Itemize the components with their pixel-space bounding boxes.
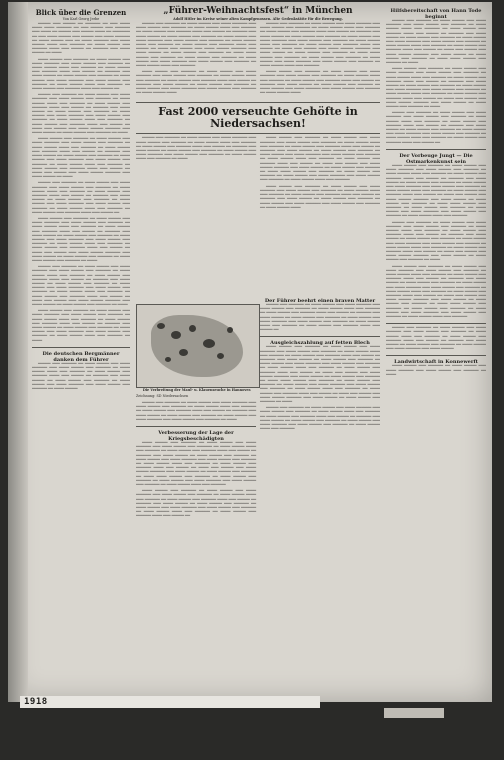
map-caption: Die Verbreitung der Maul- u. Klauenseuche in Hannover. [142, 388, 252, 392]
kriegsbeschaedigte-body: ▔▔▔▔ ▔▔▔▔▔ ▔▔▔ ▔▔▔▔▔▔ ▔▔ ▔▔▔▔ ▔▔▔▔▔ ▔▔▔ ▔▔▔▔ ▔▔▔▔▔▔ ▔▔▔ ▔▔▔▔ ▔▔▔▔▔ ▔▔▔ ▔▔▔▔▔▔ ▔▔ ▔▔▔▔ ▔▔▔▔▔ ▔▔▔▔ ▔▔▔ ▔▔▔▔▔▔ ▔▔ ▔▔▔▔ ▔▔▔▔▔ ▔▔▔ ▔▔▔▔▔▔ ▔▔▔▔ ▔▔▔ ▔▔▔▔▔ ▔▔ ▔▔▔▔▔▔ ▔▔▔ ▔▔▔▔ ▔▔▔▔▔ ▔▔ ▔▔▔▔ ▔▔▔▔▔ ▔▔▔ ▔▔▔▔▔▔ ▔▔ ▔▔▔▔ ▔▔▔▔▔ ▔▔▔ ▔▔▔▔ ▔▔▔▔▔▔ ▔▔▔ ▔▔▔▔ ▔▔▔▔▔ ▔▔▔ ▔▔▔▔▔▔ ▔▔ ▔▔▔▔ ▔▔▔▔▔ ▔▔▔▔ ▔▔▔ ▔▔▔▔▔▔ ▔▔ ▔▔▔▔ ▔▔▔▔▔ ▔▔▔ ▔▔▔▔▔▔ ▔▔▔▔ ▔▔▔ ▔▔▔▔▔ ▔▔ ▔▔▔▔ ▔▔▔ ▔▔▔▔▔ ▔▔▔ ▔▔▔▔ ▔▔▔▔▔ ▔▔▔▔▔▔ ▔▔▔ ▔▔▔▔ ▔▔▔▔▔ ▔▔ ▔▔▔▔ ▔▔▔▔▔ ▔▔▔ ▔▔▔▔▔▔ ▔▔ ▔▔▔▔ ▔▔▔▔ ▔▔▔▔▔ ▔▔▔ ▔▔▔▔▔▔ ▔▔ ▔▔▔▔ ▔▔▔▔▔ ▔▔▔ ▔▔▔▔▔▔ ▔▔ ▔▔▔▔ ▔▔▔▔▔ ▔▔▔ ▔▔▔▔ ▔▔▔▔▔▔ ▔▔▔ ▔▔▔▔ ▔▔▔▔▔ ▔▔▔ ▔▔▔▔▔▔ ▔▔ ▔▔▔▔ ▔▔▔▔▔ ▔▔▔▔ ▔▔▔ ▔▔▔▔▔▔ ▔▔▔▔ ▔▔▔▔▔ ▔▔▔ ▔▔▔▔▔▔ ▔▔ ▔▔▔▔ ▔▔▔▔▔ ▔▔▔ ▔▔▔▔ ▔▔▔▔▔▔ ▔▔▔ ▔▔▔▔ ▔▔▔▔▔ ▔▔▔ ▔▔▔▔▔▔ ▔▔ ▔▔▔▔ ▔▔▔▔▔ ▔▔▔▔ ▔▔▔ ▔▔▔▔▔▔ ▔▔ ▔▔▔▔ ▔▔▔▔▔ ▔▔▔ ▔▔▔▔▔▔ ▔▔▔▔ ▔▔▔ ▔▔▔▔▔ ▔▔ ▔▔▔▔▔▔ ▔▔▔ ▔▔▔▔ ▔▔▔▔▔ ▔▔ ▔▔▔▔ ▔▔▔▔▔ ▔▔▔ ▔▔▔▔▔▔ ▔▔ ▔▔▔▔ ▔▔▔▔▔ ▔▔▔ ▔▔▔▔ ▔▔▔▔▔▔ ▔▔▔ ▔▔▔▔ ▔▔▔▔▔ ▔▔▔ ▔▔▔▔▔▔ ▔▔ ▔▔▔▔ ▔▔▔▔▔ ▔▔▔▔ ▔▔▔ ▔▔▔▔▔▔ ▔▔ ▔▔▔▔ ▔▔▔▔▔ ▔▔▔ ▔▔▔▔▔▔ ▔▔▔▔ ▔▔▔ ▔▔▔▔▔ ▔▔ [136, 442, 256, 520]
weihnachtsfest-body-right: ▔▔▔▔▔ ▔▔▔ ▔▔▔▔▔▔ ▔▔ ▔▔▔▔ ▔▔▔▔▔ ▔▔▔ ▔▔▔▔ ▔▔▔▔▔▔ ▔▔▔ ▔▔▔▔ ▔▔▔▔▔ ▔▔▔ ▔▔▔▔▔▔ ▔▔ ▔▔▔▔ ▔▔▔▔▔ ▔▔▔▔ ▔▔▔ ▔▔▔▔▔▔ ▔▔ ▔▔▔▔ ▔▔▔▔▔ ▔▔▔ ▔▔▔▔▔▔ ▔▔▔▔ ▔▔▔ ▔▔▔▔▔ ▔▔ ▔▔▔▔▔▔ ▔▔▔ ▔▔▔▔ ▔▔▔▔▔ ▔▔ ▔▔▔▔ ▔▔▔▔▔ ▔▔▔ ▔▔▔▔▔▔ ▔▔ ▔▔▔▔ ▔▔▔▔▔ ▔▔▔ ▔▔▔▔ ▔▔▔▔▔▔ ▔▔▔ ▔▔▔▔ ▔▔▔▔▔ ▔▔▔ ▔▔▔▔▔▔ ▔▔ ▔▔▔▔ ▔▔▔▔▔ ▔▔▔▔ ▔▔▔ ▔▔▔▔▔▔ ▔▔ ▔▔▔▔ ▔▔▔▔▔ ▔▔▔ ▔▔▔▔▔▔ ▔▔▔▔ ▔▔▔ ▔▔▔▔▔ ▔▔ ▔▔▔▔ ▔▔▔ ▔▔▔▔▔ ▔▔▔ ▔▔▔▔ ▔▔▔▔▔ ▔▔▔▔▔▔ ▔▔▔ ▔▔▔▔ ▔▔▔▔▔ ▔▔ ▔▔▔▔ ▔▔▔▔▔ ▔▔▔ ▔▔▔▔▔▔ ▔▔ ▔▔▔▔ ▔▔▔▔ ▔▔▔▔▔ ▔▔▔ ▔▔▔▔▔▔ ▔▔ ▔▔▔▔ ▔▔▔▔▔ ▔▔▔ ▔▔▔▔▔▔ ▔▔ ▔▔▔▔ ▔▔▔▔▔ ▔▔▔ ▔▔▔▔ ▔▔▔▔▔▔ ▔▔▔ ▔▔▔▔ ▔▔▔▔▔ ▔▔▔ ▔▔▔▔▔▔ ▔▔ ▔▔▔▔ ▔▔▔▔▔ ▔▔▔▔ ▔▔▔ ▔▔▔▔▔▔ ▔▔▔▔ ▔▔▔▔▔ ▔▔▔ ▔▔▔▔▔▔ ▔▔ ▔▔▔▔ ▔▔▔▔▔ ▔▔▔ ▔▔▔▔ ▔▔▔▔▔▔ ▔▔▔ ▔▔▔▔ ▔▔▔▔▔ ▔▔▔ ▔▔▔▔▔▔ ▔▔ ▔▔▔▔ ▔▔▔▔▔ ▔▔▔▔ ▔▔▔ ▔▔▔▔▔▔ ▔▔ ▔▔▔▔ ▔▔▔▔▔ ▔▔▔ ▔▔▔▔▔▔ ▔▔▔▔ ▔▔▔ ▔▔▔▔▔ ▔▔ ▔▔▔▔▔▔ ▔▔▔ ▔▔▔▔ ▔▔▔▔▔ ▔▔ ▔▔▔▔ ▔▔▔▔▔ ▔▔▔ ▔▔▔▔▔▔ ▔▔ ▔▔▔▔ ▔▔▔▔▔ ▔▔▔ ▔▔▔▔ ▔▔▔▔▔▔ ▔▔▔ ▔▔▔▔ ▔▔▔▔▔ ▔▔▔ ▔▔▔▔▔▔ ▔▔ ▔▔▔▔ ▔▔▔▔▔ ▔▔▔▔ [260, 23, 380, 97]
map-infection-marker [189, 325, 196, 332]
col1-article-body-2: ▔▔▔▔▔ ▔▔▔ ▔▔▔▔▔▔ ▔▔ ▔▔▔▔ ▔▔▔▔▔ ▔▔▔ ▔▔▔▔ ▔▔▔▔▔▔ ▔▔▔ ▔▔▔▔ ▔▔▔▔▔ ▔▔▔ ▔▔▔▔▔▔ ▔▔ ▔▔▔▔ ▔▔▔▔▔ ▔▔▔▔ ▔▔▔ ▔▔▔▔▔▔ ▔▔ ▔▔▔▔ ▔▔▔▔▔ ▔▔▔ ▔▔▔▔▔▔ ▔▔▔▔ ▔▔▔ ▔▔▔▔▔ ▔▔ ▔▔▔▔▔▔ ▔▔▔ ▔▔▔▔ ▔▔▔▔▔ ▔▔ ▔▔▔▔ ▔▔▔▔▔ ▔▔▔ ▔▔▔▔▔▔ ▔▔ ▔▔▔▔ ▔▔▔▔▔ ▔▔▔ ▔▔▔▔ ▔▔▔▔▔▔ ▔▔▔ ▔▔▔▔ ▔▔▔▔▔ ▔▔▔ ▔▔▔▔▔▔ ▔▔ ▔▔▔▔ ▔▔▔▔▔ [32, 362, 130, 393]
col4-divider-1 [386, 149, 486, 150]
lower-left-body: ▔▔▔▔▔ ▔▔▔ ▔▔▔▔▔▔ ▔▔ ▔▔▔▔ ▔▔▔▔▔ ▔▔▔ ▔▔▔▔ ▔▔▔▔▔▔ ▔▔▔ ▔▔▔▔ ▔▔▔▔▔ ▔▔▔ ▔▔▔▔▔▔ ▔▔ ▔▔▔▔ ▔▔▔▔▔ ▔▔▔▔ ▔▔▔ ▔▔▔▔▔▔ ▔▔ ▔▔▔▔ ▔▔▔▔▔ ▔▔▔ ▔▔▔▔▔▔ ▔▔▔▔ ▔▔▔ ▔▔▔▔▔ ▔▔ ▔▔▔▔▔▔ ▔▔▔ ▔▔▔▔ ▔▔▔▔▔ ▔▔ ▔▔▔▔ ▔▔▔▔▔ ▔▔▔ ▔▔▔▔▔▔ ▔▔ ▔▔▔▔ ▔▔▔▔▔ ▔▔▔ ▔▔▔▔ ▔▔▔▔▔▔ ▔▔▔ ▔▔▔▔ ▔▔▔▔▔ ▔▔▔ ▔▔▔▔▔▔ ▔▔ ▔▔▔▔ [136, 402, 256, 423]
column-1 [32, 2, 130, 702]
seuche-body-right: ▔▔▔▔ ▔▔▔▔▔ ▔▔▔ ▔▔▔▔▔▔ ▔▔ ▔▔▔▔ ▔▔▔▔▔ ▔▔▔ ▔▔▔▔ ▔▔▔▔▔▔ ▔▔▔ ▔▔▔▔ ▔▔▔▔▔ ▔▔▔ ▔▔▔▔▔▔ ▔▔ ▔▔▔▔ ▔▔▔▔▔ ▔▔▔▔ ▔▔▔ ▔▔▔▔▔▔ ▔▔ ▔▔▔▔ ▔▔▔▔▔ ▔▔▔ ▔▔▔▔▔▔ ▔▔▔▔ ▔▔▔ ▔▔▔▔▔ ▔▔ ▔▔▔▔▔▔ ▔▔▔ ▔▔▔▔ ▔▔▔▔▔ ▔▔ ▔▔▔▔ ▔▔▔▔▔ ▔▔▔ ▔▔▔▔▔▔ ▔▔ ▔▔▔▔ ▔▔▔▔▔ ▔▔▔ ▔▔▔▔ ▔▔▔▔▔▔ ▔▔▔ ▔▔▔▔ ▔▔▔▔▔ ▔▔▔ ▔▔▔▔▔▔ ▔▔ ▔▔▔▔ ▔▔▔▔▔ ▔▔▔▔ ▔▔▔ ▔▔▔▔▔▔ ▔▔ ▔▔▔▔ ▔▔▔▔▔ ▔▔▔ ▔▔▔▔▔▔ ▔▔▔▔ ▔▔▔ ▔▔▔▔▔ ▔▔ ▔▔▔▔ ▔▔▔ ▔▔▔▔▔ ▔▔▔ ▔▔▔▔ ▔▔▔▔▔ ▔▔▔▔▔▔ ▔▔▔ ▔▔▔▔ ▔▔▔▔▔ ▔▔ ▔▔▔▔ ▔▔▔▔▔ ▔▔▔ ▔▔▔▔▔▔ ▔▔ ▔▔▔▔ ▔▔▔▔ ▔▔▔▔▔ ▔▔▔ ▔▔▔▔▔▔ ▔▔ ▔▔▔▔ ▔▔▔▔▔ ▔▔▔ ▔▔▔▔▔▔ ▔▔ ▔▔▔▔ ▔▔▔▔▔ ▔▔▔ ▔▔▔▔ ▔▔▔▔▔▔ ▔▔▔ ▔▔▔▔ ▔▔▔▔▔ ▔▔▔ ▔▔▔▔▔▔ ▔▔ ▔▔▔▔ ▔▔▔▔▔ ▔▔▔▔ ▔▔▔ ▔▔▔▔▔▔ ▔▔▔▔ ▔▔▔▔▔ ▔▔▔ ▔▔▔▔▔▔ ▔▔ ▔▔▔▔ ▔▔▔▔▔ ▔▔▔ ▔▔▔▔ ▔▔▔▔▔▔ ▔▔▔ ▔▔▔▔ ▔▔▔▔▔ ▔▔▔ ▔▔▔▔▔▔ ▔▔ ▔▔▔▔ ▔▔▔▔▔ ▔▔▔▔ ▔▔▔ ▔▔▔▔▔▔ ▔▔ ▔▔▔▔ ▔▔▔▔▔ ▔▔▔ ▔▔▔▔▔▔ ▔▔▔▔ ▔▔▔ ▔▔▔▔▔ ▔▔ ▔▔▔▔▔▔ ▔▔▔ ▔▔▔▔ ▔▔▔▔▔ ▔▔ ▔▔▔▔ ▔▔▔▔▔ ▔▔▔ ▔▔▔▔▔▔ ▔▔ ▔▔▔▔ ▔▔▔▔▔ ▔▔▔ ▔▔▔▔ ▔▔▔▔▔▔ ▔▔▔ ▔▔▔▔ ▔▔▔▔▔ ▔▔▔ ▔▔▔▔▔▔ ▔▔ ▔▔▔▔ ▔▔▔▔▔ ▔▔▔▔ [260, 137, 380, 211]
blech-body: ▔▔▔▔ ▔▔▔▔▔ ▔▔▔ ▔▔▔▔▔▔ ▔▔ ▔▔▔▔ ▔▔▔▔▔ ▔▔▔ ▔▔▔▔ ▔▔▔▔▔▔ ▔▔▔ ▔▔▔▔ ▔▔▔▔▔ ▔▔▔ ▔▔▔▔▔▔ ▔▔ ▔▔▔▔ ▔▔▔▔▔ ▔▔▔▔ ▔▔▔ ▔▔▔▔▔▔ ▔▔ ▔▔▔▔ ▔▔▔▔▔ ▔▔▔ ▔▔▔▔▔▔ ▔▔▔▔ ▔▔▔ ▔▔▔▔▔ ▔▔ ▔▔▔▔▔▔ ▔▔▔ ▔▔▔▔ ▔▔▔▔▔ ▔▔ ▔▔▔▔ ▔▔▔▔▔ ▔▔▔ ▔▔▔▔▔▔ ▔▔ ▔▔▔▔ ▔▔▔▔▔ ▔▔▔ ▔▔▔▔ ▔▔▔▔▔▔ ▔▔▔ ▔▔▔▔ ▔▔▔▔▔ ▔▔▔ ▔▔▔▔▔▔ ▔▔ ▔▔▔▔ ▔▔▔▔▔ ▔▔▔▔ ▔▔▔ ▔▔▔▔▔▔ ▔▔ ▔▔▔▔ ▔▔▔▔▔ ▔▔▔ ▔▔▔▔▔▔ ▔▔▔▔ ▔▔▔ ▔▔▔▔▔ ▔▔ ▔▔▔▔ ▔▔▔ ▔▔▔▔▔ ▔▔▔ ▔▔▔▔ ▔▔▔▔▔ ▔▔▔▔▔▔ ▔▔▔ ▔▔▔▔ ▔▔▔▔▔ ▔▔ ▔▔▔▔ ▔▔▔▔▔ ▔▔▔ ▔▔▔▔▔▔ ▔▔ ▔▔▔▔ ▔▔▔▔ ▔▔▔▔▔ ▔▔▔ ▔▔▔▔▔▔ ▔▔ ▔▔▔▔ ▔▔▔▔▔ ▔▔▔ ▔▔▔▔▔▔ ▔▔ ▔▔▔▔ ▔▔▔▔▔ ▔▔▔ ▔▔▔▔ ▔▔▔▔▔▔ ▔▔▔ ▔▔▔▔ ▔▔▔▔▔ ▔▔▔ ▔▔▔▔▔▔ ▔▔ ▔▔▔▔ ▔▔▔▔▔ ▔▔▔▔ ▔▔▔ ▔▔▔▔▔▔ ▔▔ ▔▔▔▔ ▔▔▔▔▔ ▔▔▔ ▔▔▔▔▔▔ ▔▔▔▔ ▔▔▔ ▔▔▔▔▔ ▔▔ ▔▔▔▔ ▔▔▔ ▔▔▔▔▔ ▔▔▔ ▔▔▔▔ ▔▔▔▔▔ ▔▔▔▔▔▔ ▔▔▔ ▔▔▔▔ ▔▔▔▔▔ ▔▔ ▔▔▔▔ ▔▔▔▔▔ ▔▔▔ ▔▔▔▔▔▔ ▔▔ ▔▔▔▔ ▔▔▔▔▔ ▔▔▔ ▔▔▔▔▔▔ ▔▔ ▔▔▔▔ ▔▔▔▔▔ ▔▔▔ ▔▔▔▔ ▔▔▔▔▔▔ ▔▔▔ ▔▔▔▔ ▔▔▔▔▔ ▔▔▔ ▔▔▔▔▔▔ ▔▔ ▔▔▔▔ ▔▔▔▔▔ ▔▔▔▔ ▔▔▔ ▔▔▔▔▔▔ ▔▔ ▔▔▔▔ ▔▔▔▔▔ ▔▔▔ ▔▔▔▔▔▔ ▔▔▔▔ ▔▔▔ ▔▔▔▔▔ ▔▔ ▔▔▔▔▔▔ ▔▔▔ ▔▔▔▔ ▔▔▔▔▔ ▔▔ ▔▔▔▔ ▔▔▔▔▔ ▔▔▔ ▔▔▔▔▔▔ ▔▔ ▔▔▔▔ ▔▔▔▔▔ ▔▔▔ ▔▔▔▔ ▔▔▔▔▔▔ ▔▔▔ ▔▔▔▔ ▔▔▔▔▔ ▔▔▔ ▔▔▔▔▔▔ ▔▔ ▔▔▔▔ ▔▔▔▔▔ ▔▔▔▔ ▔▔▔ ▔▔▔▔▔▔ [260, 346, 380, 433]
map-infection-marker [165, 357, 171, 362]
seuche-headline: Fast 2000 verseuchte Gehöfte in Niedersachsen! [158, 105, 358, 131]
col4-headline-1: Hilfsbereitschaft von Hann Tode beginnt [390, 8, 482, 20]
col1-article-body: ▔▔▔▔▔ ▔▔▔ ▔▔▔▔▔ ▔▔ ▔▔▔▔▔▔ ▔▔ ▔▔▔ ▔▔▔▔ ▔▔▔▔ ▔▔▔▔ ▔▔▔▔▔▔ ▔▔ ▔▔▔ ▔▔▔▔▔ ▔▔▔ ▔▔▔▔▔▔ ▔▔▔ ▔▔▔▔ ▔▔ ▔▔▔▔▔ ▔▔▔ ▔▔▔▔▔ ▔▔▔▔ ▔▔ ▔▔▔▔▔▔▔ ▔▔ ▔▔▔ ▔▔▔▔ ▔▔▔▔▔ ▔▔▔ ▔▔▔▔▔ ▔▔▔ ▔▔▔▔ ▔▔▔▔▔▔ ▔▔ ▔▔▔▔ ▔▔▔▔▔ ▔▔▔ ▔▔ ▔▔▔▔ ▔▔▔▔▔▔ ▔▔▔ ▔▔▔▔ ▔▔▔▔▔ ▔▔▔▔ ▔▔▔ ▔▔▔▔▔▔ ▔▔ ▔▔▔▔ ▔▔▔▔▔ ▔▔▔ ▔▔▔▔▔▔ ▔▔▔▔ ▔▔▔ ▔▔▔▔▔ ▔▔ ▔▔▔▔▔▔ ▔▔▔ ▔▔▔▔ ▔▔▔▔▔ ▔▔ ▔▔▔▔ ▔▔▔▔ ▔▔▔▔▔ ▔▔▔ ▔▔▔▔▔▔ ▔▔ ▔▔▔▔ ▔▔▔▔▔ ▔▔▔ ▔▔▔▔ ▔▔▔▔▔▔ ▔▔▔ ▔▔▔▔ ▔▔▔▔▔ ▔▔▔ ▔▔▔▔▔▔ ▔▔ ▔▔▔▔ ▔▔▔▔▔ ▔▔▔▔ ▔▔▔ ▔▔▔▔▔▔ ▔▔ ▔▔▔▔ ▔▔▔▔▔ ▔▔▔ ▔▔▔▔▔▔ ▔▔▔▔ ▔▔▔ ▔▔▔▔▔ ▔▔ ▔▔▔▔▔▔ ▔▔▔ ▔▔▔▔ ▔▔▔▔▔ ▔▔ ▔▔▔▔ ▔▔▔▔▔ ▔▔▔ ▔▔▔▔▔▔ ▔▔ ▔▔▔▔ ▔▔▔▔▔ ▔▔▔ ▔▔▔▔ ▔▔▔▔▔▔ ▔▔▔ ▔▔▔▔ ▔▔▔▔▔ ▔▔▔ ▔▔▔▔▔▔ ▔▔ ▔▔▔▔ ▔▔▔▔▔ ▔▔▔▔ ▔▔▔ ▔▔▔▔▔▔ ▔▔ ▔▔▔▔ ▔▔▔▔▔ ▔▔▔ ▔▔▔▔▔▔ ▔▔▔▔ ▔▔▔ ▔▔▔▔▔ ▔▔ ▔▔▔▔▔ ▔▔▔ ▔▔▔▔▔▔ ▔▔ ▔▔▔▔ ▔▔▔▔▔ ▔▔▔ ▔▔▔▔ ▔▔▔▔▔▔ ▔▔▔ ▔▔▔▔ ▔▔▔▔▔ ▔▔▔ ▔▔▔▔▔▔ ▔▔ ▔▔▔▔ ▔▔▔▔▔ ▔▔▔▔ ▔▔▔ ▔▔▔▔▔▔ ▔▔ ▔▔▔▔ ▔▔▔▔▔ ▔▔▔ ▔▔▔▔▔▔ ▔▔▔▔ ▔▔▔ ▔▔▔▔▔ ▔▔ ▔▔▔▔▔▔ ▔▔▔ ▔▔▔▔ ▔▔▔▔▔ ▔▔ ▔▔▔▔ ▔▔▔▔▔ ▔▔▔ ▔▔▔▔▔▔ ▔▔ ▔▔▔▔ ▔▔▔▔▔ ▔▔▔ ▔▔▔▔ ▔▔▔▔▔▔ ▔▔▔ ▔▔▔▔ ▔▔▔▔▔ ▔▔▔ ▔▔▔▔▔▔ ▔▔ ▔▔▔▔ ▔▔▔▔▔ ▔▔▔▔ ▔▔▔ ▔▔▔▔▔▔ ▔▔ ▔▔▔▔ ▔▔▔▔▔ ▔▔▔ ▔▔▔▔▔▔ ▔▔▔▔ ▔▔▔ ▔▔▔▔▔ ▔▔ ▔▔▔▔ ▔▔▔ ▔▔▔▔▔ ▔▔▔ ▔▔▔▔ ▔▔▔▔▔ ▔▔▔▔▔▔ ▔▔▔ ▔▔▔▔ ▔▔▔▔▔ ▔▔ ▔▔▔▔ ▔▔▔▔▔ ▔▔▔ ▔▔▔▔▔▔ ▔▔ ▔▔▔▔ ▔▔▔▔ ▔▔▔▔▔ ▔▔▔ ▔▔▔▔▔▔ ▔▔ ▔▔▔▔ ▔▔▔▔▔ ▔▔▔ ▔▔▔▔ ▔▔▔▔▔▔ ▔▔▔ ▔▔▔▔ ▔▔▔▔▔ ▔▔▔ ▔▔▔▔▔▔ ▔▔ ▔▔▔▔ ▔▔▔▔▔ ▔▔▔▔ ▔▔▔ ▔▔▔▔▔▔ ▔▔ ▔▔▔▔ ▔▔▔▔▔ ▔▔▔ ▔▔▔▔▔▔ ▔▔▔▔ ▔▔▔ ▔▔▔▔▔ ▔▔ ▔▔▔▔▔▔ ▔▔▔ ▔▔▔▔ ▔▔▔▔▔ ▔▔ ▔▔▔▔ ▔▔▔▔▔ ▔▔▔ ▔▔▔▔▔▔ ▔▔ ▔▔▔▔ ▔▔▔▔▔ ▔▔▔ ▔▔▔▔ ▔▔▔▔▔▔ ▔▔▔ ▔▔▔▔ ▔▔▔▔▔ ▔▔▔ ▔▔▔▔▔▔ ▔▔ ▔▔▔▔ ▔▔▔▔▔ ▔▔▔▔ ▔▔▔ ▔▔▔▔▔▔ ▔▔ ▔▔▔▔ ▔▔▔▔▔ ▔▔▔ ▔▔▔▔▔▔ ▔▔▔▔ ▔▔▔ ▔▔▔▔▔ ▔▔ ▔▔▔▔ ▔▔▔ ▔▔▔▔▔ ▔▔▔ ▔▔▔▔ ▔▔▔▔▔ ▔▔▔▔▔▔ ▔▔▔ ▔▔▔▔ ▔▔▔▔▔ ▔▔ ▔▔▔▔ ▔▔▔▔▔ ▔▔▔ ▔▔▔▔▔▔ ▔▔ ▔▔▔▔ ▔▔▔▔▔ ▔▔▔ ▔▔▔▔ ▔▔▔▔▔▔ ▔▔▔ ▔▔▔▔ ▔▔▔▔▔ ▔▔▔ ▔▔▔▔▔▔ ▔▔ ▔▔▔▔ ▔▔▔▔▔ ▔▔▔▔ ▔▔▔ ▔▔▔▔▔▔ ▔▔ ▔▔▔▔ ▔▔▔▔▔ ▔▔▔ ▔▔▔▔▔▔ ▔▔▔▔ ▔▔▔ ▔▔▔▔▔ ▔▔ ▔▔▔▔▔▔ ▔▔▔ ▔▔▔▔ ▔▔▔▔▔ ▔▔ ▔▔▔▔ ▔▔▔▔▔ ▔▔▔ ▔▔▔▔▔▔ ▔▔ ▔▔▔▔ ▔▔▔▔▔ ▔▔▔ ▔▔▔▔ ▔▔▔▔▔▔ ▔▔▔ ▔▔▔▔ ▔▔▔▔▔ ▔▔▔ ▔▔▔▔▔▔ ▔▔ ▔▔▔▔ ▔▔▔▔▔ ▔▔▔▔ ▔▔▔ ▔▔▔▔▔▔ ▔▔ ▔▔▔▔ ▔▔▔▔▔ ▔▔▔ ▔▔▔▔▔▔ ▔▔▔▔ ▔▔▔ ▔▔▔▔▔ ▔▔ ▔▔▔▔ ▔▔▔▔▔ ▔▔▔ ▔▔▔▔▔▔ ▔▔ ▔▔▔▔ ▔▔▔▔▔ ▔▔▔ ▔▔▔▔ ▔▔▔▔▔▔ ▔▔▔ ▔▔▔▔ ▔▔▔▔▔ ▔▔▔ ▔▔▔▔▔▔ ▔▔ ▔▔▔▔ ▔▔▔▔▔ ▔▔▔▔ ▔▔▔ ▔▔▔▔▔▔ ▔▔ ▔▔▔▔ ▔▔▔▔▔ ▔▔▔ ▔▔▔▔▔▔ ▔▔▔▔ ▔▔▔ ▔▔▔▔▔ ▔▔ ▔▔▔▔▔▔ ▔▔▔ ▔▔▔▔ ▔▔▔▔▔ ▔▔ ▔▔▔▔ ▔▔▔▔▔ ▔▔▔ ▔▔▔▔▔▔ ▔▔ ▔▔▔▔ ▔▔▔▔▔ ▔▔▔ ▔▔▔▔ ▔▔▔▔▔▔ ▔▔▔ ▔▔▔▔ ▔▔▔▔▔ ▔▔▔ ▔▔▔▔▔▔ ▔▔ ▔▔▔▔ ▔▔▔▔▔ ▔▔▔▔ ▔▔▔ ▔▔▔▔▔▔ ▔▔ ▔▔▔▔ ▔▔▔▔▔ ▔▔▔ ▔▔▔▔▔▔ ▔▔▔▔ ▔▔▔ ▔▔▔▔▔ ▔▔ ▔▔▔▔ ▔▔▔ ▔▔▔▔▔ ▔▔▔ ▔▔▔▔ ▔▔▔▔▔ ▔▔▔▔▔▔ ▔▔▔ ▔▔▔▔ ▔▔▔▔▔ ▔▔ ▔▔▔▔ ▔▔▔▔▔ ▔▔▔ ▔▔▔▔▔▔ ▔▔ ▔▔▔▔ ▔▔▔▔ ▔▔▔▔▔ ▔▔▔ ▔▔▔▔▔▔ ▔▔ ▔▔▔▔ ▔▔▔▔▔ ▔▔▔ ▔▔▔▔▔▔ ▔▔ ▔▔▔▔ ▔▔▔▔▔ ▔▔▔ ▔▔▔▔ ▔▔▔▔▔▔ ▔▔▔ ▔▔▔▔ ▔▔▔▔▔ ▔▔▔ ▔▔▔▔▔▔ ▔▔ ▔▔▔▔ ▔▔▔▔▔ ▔▔▔▔ ▔▔▔ ▔▔▔▔▔▔ ▔▔ ▔▔▔▔ ▔▔▔▔▔ ▔▔▔ ▔▔▔▔▔▔ ▔▔▔▔ ▔▔▔ ▔▔▔▔▔ ▔▔ ▔▔▔▔▔▔ ▔▔▔ ▔▔▔▔ ▔▔▔▔▔ ▔▔ ▔▔▔▔ ▔▔▔▔▔ ▔▔▔ ▔▔▔▔▔▔ ▔▔ ▔▔▔▔ ▔▔▔▔▔ ▔▔▔ ▔▔▔▔ ▔▔▔▔▔▔ ▔▔▔ ▔▔▔▔ ▔▔▔▔▔ ▔▔▔ ▔▔▔▔▔▔ ▔▔ ▔▔▔▔ ▔▔▔▔▔ ▔▔▔▔ ▔▔▔ ▔▔▔▔▔▔ ▔▔ ▔▔▔▔ ▔▔▔▔▔ ▔▔▔ ▔▔▔▔▔▔ ▔▔▔▔ ▔▔▔ ▔▔▔▔▔ ▔▔ ▔▔▔▔ ▔▔▔ ▔▔▔▔▔ ▔▔▔ ▔▔▔▔ ▔▔▔▔▔ ▔▔▔▔▔▔ ▔▔▔ ▔▔▔▔ ▔▔▔▔▔ ▔▔ ▔▔▔▔ ▔▔▔▔▔ ▔▔▔ ▔▔▔▔▔▔ ▔▔ ▔▔▔▔ ▔▔▔▔ ▔▔▔▔▔ ▔▔▔ ▔▔▔▔▔▔ ▔▔ ▔▔▔▔ ▔▔▔▔▔ ▔▔▔ ▔▔▔▔ ▔▔▔▔▔▔ ▔▔▔ ▔▔▔▔ ▔▔▔▔▔ ▔▔▔ ▔▔▔▔▔▔ ▔▔ ▔▔▔▔ ▔▔▔▔▔ ▔▔▔▔ ▔▔▔ ▔▔▔▔▔▔ ▔▔ ▔▔▔▔ ▔▔▔▔▔ ▔▔▔ ▔▔▔▔▔▔ ▔▔▔▔ ▔▔▔ ▔▔▔▔▔ ▔▔ ▔▔▔▔▔▔ ▔▔▔ ▔▔▔▔ ▔▔▔▔▔ ▔▔ ▔▔▔▔ ▔▔▔▔▔ ▔▔▔ ▔▔▔▔▔▔ ▔▔ ▔▔▔▔ ▔▔▔▔▔ ▔▔▔ ▔▔▔▔ ▔▔▔▔▔▔ ▔▔▔ ▔▔▔▔ ▔▔▔▔▔ ▔▔▔ ▔▔▔▔▔▔ ▔▔ ▔▔▔▔ ▔▔▔▔▔ ▔▔▔▔ ▔▔▔ ▔▔▔▔▔▔ ▔▔ ▔▔▔▔ [32, 23, 130, 344]
map-infection-marker [203, 339, 215, 348]
matter-headline: Der Führer beehrt einen braven Matter [264, 298, 376, 304]
col4-body-4: ▔▔▔▔ ▔▔▔▔▔ ▔▔▔ ▔▔▔▔▔▔ ▔▔ ▔▔▔▔ ▔▔▔▔▔ ▔▔▔ ▔▔▔▔ ▔▔▔▔▔▔ ▔▔▔ ▔▔▔▔ ▔▔▔▔▔ ▔▔▔ ▔▔▔▔▔▔ ▔▔ ▔▔▔▔ [386, 365, 486, 378]
col4-body-3: ▔▔▔▔▔ ▔▔▔ ▔▔▔▔▔▔ ▔▔ ▔▔▔▔ ▔▔▔▔▔ ▔▔▔ ▔▔▔▔ ▔▔▔▔▔▔ ▔▔▔ ▔▔▔▔ ▔▔▔▔▔ ▔▔▔ ▔▔▔▔▔▔ ▔▔ ▔▔▔▔ ▔▔▔▔▔ ▔▔▔▔ ▔▔▔ ▔▔▔▔▔▔ ▔▔ ▔▔▔▔ ▔▔▔▔▔ ▔▔▔ ▔▔▔▔▔▔ ▔▔▔▔ ▔▔▔ ▔▔▔▔▔ ▔▔ ▔▔▔▔▔▔ ▔▔▔ ▔▔▔▔ ▔▔▔▔▔ ▔▔ ▔▔▔▔ ▔▔▔▔▔ ▔▔▔ ▔▔▔▔▔▔ ▔▔ ▔▔▔▔ ▔▔▔▔▔ ▔▔▔ ▔▔▔▔ ▔▔▔▔▔▔ ▔▔▔ ▔▔▔▔ ▔▔▔▔▔ [386, 327, 486, 353]
seuche-body-left: ▔▔▔▔▔ ▔▔▔ ▔▔▔▔▔▔ ▔▔ ▔▔▔▔ ▔▔▔▔▔ ▔▔▔ ▔▔▔▔ ▔▔▔▔▔▔ ▔▔▔ ▔▔▔▔ ▔▔▔▔▔ ▔▔▔ ▔▔▔▔▔▔ ▔▔ ▔▔▔▔ ▔▔▔▔▔ ▔▔▔▔ ▔▔▔ ▔▔▔▔▔▔ ▔▔ ▔▔▔▔ ▔▔▔▔▔ ▔▔▔ ▔▔▔▔▔▔ ▔▔▔▔ ▔▔▔ ▔▔▔▔▔ ▔▔ ▔▔▔▔▔▔ ▔▔▔ ▔▔▔▔ ▔▔▔▔▔ ▔▔ ▔▔▔▔ ▔▔▔▔▔ ▔▔▔ ▔▔▔▔▔▔ ▔▔ ▔▔▔▔ ▔▔▔▔▔ ▔▔▔ ▔▔▔▔ ▔▔▔▔▔▔ ▔▔▔ ▔▔▔▔ ▔▔▔▔▔ ▔▔▔ ▔▔▔▔▔▔ ▔▔ ▔▔▔▔ ▔▔▔▔▔ ▔▔▔▔ ▔▔▔ ▔▔▔▔▔▔ ▔▔ ▔▔▔▔ [136, 137, 256, 163]
kriegsbeschaedigte-headline: Verbesserung der Lage der Kriegsbeschädigten [158, 430, 234, 443]
kriegsbeschaedigte-rule [136, 426, 256, 427]
microfilm-scale-strip [20, 696, 320, 708]
col1-divider [32, 347, 130, 348]
col1-byline: Von Karl Georg Jerbe [62, 17, 100, 21]
col1-headline-2: Die deutschen Bergmänner danken dem Führer [42, 350, 120, 363]
map-infection-marker [157, 323, 165, 329]
col4-body-1: ▔▔▔▔▔ ▔▔▔ ▔▔▔▔▔▔ ▔▔ ▔▔▔▔ ▔▔▔▔▔ ▔▔▔ ▔▔▔▔ ▔▔▔▔▔▔ ▔▔▔ ▔▔▔▔ ▔▔▔▔▔ ▔▔▔ ▔▔▔▔▔▔ ▔▔ ▔▔▔▔ ▔▔▔▔▔ ▔▔▔▔ ▔▔▔ ▔▔▔▔▔▔ ▔▔ ▔▔▔▔ ▔▔▔▔▔ ▔▔▔ ▔▔▔▔▔▔ ▔▔▔▔ ▔▔▔ ▔▔▔▔▔ ▔▔ ▔▔▔▔▔▔ ▔▔▔ ▔▔▔▔ ▔▔▔▔▔ ▔▔ ▔▔▔▔ ▔▔▔▔▔ ▔▔▔ ▔▔▔▔▔▔ ▔▔ ▔▔▔▔ ▔▔▔▔▔ ▔▔▔ ▔▔▔▔ ▔▔▔▔▔▔ ▔▔▔ ▔▔▔▔ ▔▔▔▔▔ ▔▔▔ ▔▔▔▔▔▔ ▔▔ ▔▔▔▔ ▔▔▔▔▔ ▔▔▔▔ ▔▔▔ ▔▔▔▔▔▔ ▔▔ ▔▔▔▔ ▔▔▔▔▔ ▔▔▔ ▔▔▔▔▔▔ ▔▔▔▔ ▔▔▔ ▔▔▔▔▔ ▔▔ ▔▔▔▔ ▔▔▔ ▔▔▔▔▔ ▔▔▔ ▔▔▔▔ ▔▔▔▔▔ ▔▔▔▔▔▔ ▔▔▔ ▔▔▔▔ ▔▔▔▔▔ ▔▔ ▔▔▔▔ ▔▔▔▔▔ ▔▔▔ ▔▔▔▔▔▔ ▔▔ ▔▔▔▔ ▔▔▔▔ ▔▔▔▔▔ ▔▔▔ ▔▔▔▔▔▔ ▔▔ ▔▔▔▔ ▔▔▔▔ ▔▔▔▔▔ ▔▔▔ ▔▔▔▔▔▔ ▔▔ ▔▔▔▔ ▔▔▔▔▔ ▔▔▔ ▔▔▔▔ ▔▔▔▔▔▔ ▔▔▔ ▔▔▔▔ ▔▔▔▔▔ ▔▔▔ ▔▔▔▔▔▔ ▔▔ ▔▔▔▔ ▔▔▔▔▔ ▔▔▔▔ ▔▔▔ ▔▔▔▔▔▔ ▔▔ ▔▔▔▔ ▔▔▔▔▔ ▔▔▔ ▔▔▔▔▔▔ ▔▔▔▔ ▔▔▔ ▔▔▔▔▔ ▔▔ ▔▔▔▔▔▔ ▔▔▔ ▔▔▔▔ ▔▔▔▔▔ ▔▔ ▔▔▔▔ ▔▔▔▔▔ ▔▔▔ ▔▔▔▔▔▔ ▔▔ ▔▔▔▔ ▔▔▔▔▔ ▔▔▔ ▔▔▔▔ ▔▔▔▔▔▔ ▔▔▔ ▔▔▔▔ ▔▔▔▔▔ ▔▔▔ ▔▔▔▔▔▔ ▔▔ ▔▔▔▔ ▔▔▔▔▔ ▔▔▔▔ ▔▔▔ ▔▔▔▔▔▔ ▔▔ ▔▔▔▔ ▔▔▔▔▔ ▔▔▔ ▔▔▔▔▔▔ ▔▔▔▔ ▔▔▔ ▔▔▔▔▔ ▔▔ ▔▔▔▔ ▔▔▔ ▔▔▔▔▔ ▔▔▔ ▔▔▔▔ ▔▔▔▔▔ ▔▔▔▔▔▔ ▔▔▔ ▔▔▔▔ ▔▔▔▔▔ ▔▔ ▔▔▔▔ ▔▔▔▔▔ ▔▔▔ ▔▔▔▔▔▔ ▔▔ ▔▔▔▔ ▔▔▔▔▔ ▔▔▔ ▔▔▔▔▔▔ ▔▔ ▔▔▔▔ ▔▔▔▔▔ ▔▔▔ ▔▔▔▔ ▔▔▔▔▔▔ ▔▔▔ ▔▔▔▔ ▔▔▔▔▔ ▔▔▔ ▔▔▔▔▔▔ ▔▔ ▔▔▔▔ ▔▔▔▔▔ ▔▔▔▔ ▔▔▔ ▔▔▔▔▔▔ ▔▔ ▔▔▔▔ ▔▔▔▔▔ ▔▔▔ ▔▔▔▔▔▔ ▔▔▔▔ ▔▔▔ ▔▔▔▔▔ ▔▔ ▔▔▔▔▔▔ ▔▔▔ ▔▔▔▔ ▔▔▔▔▔ ▔▔ ▔▔▔▔ ▔▔▔▔▔ ▔▔▔ ▔▔▔▔▔▔ ▔▔ ▔▔▔▔ ▔▔▔▔▔ ▔▔▔ ▔▔▔▔ ▔▔▔▔▔▔ ▔▔▔ ▔▔▔▔ ▔▔▔▔▔ ▔▔▔ ▔▔▔▔▔▔ ▔▔ ▔▔▔▔ ▔▔▔▔▔ ▔▔▔▔ ▔▔▔ ▔▔▔▔▔▔ ▔▔ ▔▔▔▔ ▔▔▔▔▔ ▔▔▔ ▔▔▔▔▔▔ ▔▔▔▔ ▔▔▔ ▔▔▔▔▔ ▔▔ [386, 20, 486, 146]
map-infection-marker [227, 327, 233, 333]
map-infection-marker [179, 349, 188, 356]
map-infection-marker [217, 353, 224, 359]
weihnachtsfest-headline: „Führer-Weihnachtsfest“ in München [163, 6, 353, 16]
weihnachtsfest-subhead: Adolf Hitler im Kreise seiner alten Kampfgenossen. Alte Gedenkstätte für die Bewegung. [173, 17, 343, 21]
col4-divider-3 [386, 355, 486, 356]
seuche-top-rule [136, 102, 380, 103]
page-binding-gutter [8, 2, 28, 702]
col4-divider-2 [386, 323, 486, 324]
col4-body-2: ▔▔▔▔ ▔▔▔▔▔ ▔▔▔ ▔▔▔▔▔▔ ▔▔ ▔▔▔▔ ▔▔▔▔▔ ▔▔▔ ▔▔▔▔ ▔▔▔▔▔▔ ▔▔▔ ▔▔▔▔ ▔▔▔▔▔ ▔▔▔ ▔▔▔▔▔▔ ▔▔ ▔▔▔▔ ▔▔▔▔▔ ▔▔▔▔ ▔▔▔ ▔▔▔▔▔▔ ▔▔ ▔▔▔▔ ▔▔▔▔▔ ▔▔▔ ▔▔▔▔▔▔ ▔▔▔▔ ▔▔▔ ▔▔▔▔▔ ▔▔ ▔▔▔▔▔▔ ▔▔▔ ▔▔▔▔ ▔▔▔▔▔ ▔▔ ▔▔▔▔ ▔▔▔▔▔ ▔▔▔ ▔▔▔▔▔▔ ▔▔ ▔▔▔▔ ▔▔▔▔▔ ▔▔▔ ▔▔▔▔ ▔▔▔▔▔▔ ▔▔▔ ▔▔▔▔ ▔▔▔▔▔ ▔▔▔ ▔▔▔▔▔▔ ▔▔ ▔▔▔▔ ▔▔▔▔▔ ▔▔▔▔ ▔▔▔ ▔▔▔▔▔▔ ▔▔ ▔▔▔▔ ▔▔▔▔▔ ▔▔▔ ▔▔▔▔▔▔ ▔▔▔▔ ▔▔▔ ▔▔▔▔▔ ▔▔ ▔▔▔▔ ▔▔▔ ▔▔▔▔▔ ▔▔▔ ▔▔▔▔ ▔▔▔▔▔ ▔▔▔▔▔▔ ▔▔▔ ▔▔▔▔ ▔▔▔▔▔ ▔▔ ▔▔▔▔ ▔▔▔▔▔ ▔▔▔ ▔▔▔▔▔▔ ▔▔ ▔▔▔▔ ▔▔▔▔ ▔▔▔▔▔ ▔▔▔ ▔▔▔▔▔▔ ▔▔ ▔▔▔▔ ▔▔▔▔▔ ▔▔▔ ▔▔▔▔▔▔ ▔▔ ▔▔▔▔ ▔▔▔▔▔ ▔▔▔ ▔▔▔▔ ▔▔▔▔▔▔ ▔▔▔ ▔▔▔▔ ▔▔▔▔▔ ▔▔▔ ▔▔▔▔▔▔ ▔▔ ▔▔▔▔ ▔▔▔▔▔ ▔▔▔▔ ▔▔▔ ▔▔▔▔▔▔ ▔▔▔▔▔ ▔▔▔ ▔▔▔▔▔▔ ▔▔ ▔▔▔▔ ▔▔▔▔▔ ▔▔▔ ▔▔▔▔ ▔▔▔▔▔▔ ▔▔▔ ▔▔▔▔ ▔▔▔▔▔ ▔▔▔ ▔▔▔▔▔▔ ▔▔ ▔▔▔▔ ▔▔▔▔▔ ▔▔▔▔ ▔▔▔ ▔▔▔▔▔▔ ▔▔ ▔▔▔▔ ▔▔▔▔▔ ▔▔▔ ▔▔▔▔▔▔ ▔▔▔▔ ▔▔▔ ▔▔▔▔▔ ▔▔ ▔▔▔▔▔▔ ▔▔▔ ▔▔▔▔ ▔▔▔▔▔ ▔▔ ▔▔▔▔ ▔▔▔▔▔ ▔▔▔ ▔▔▔▔▔▔ ▔▔ ▔▔▔▔ ▔▔▔▔▔ ▔▔▔ ▔▔▔▔ ▔▔▔▔▔▔ ▔▔▔ ▔▔▔▔ ▔▔▔▔▔ ▔▔▔ ▔▔▔▔▔▔ ▔▔ ▔▔▔▔ ▔▔▔▔▔ ▔▔▔▔ ▔▔▔ ▔▔▔▔▔▔ ▔▔ ▔▔▔▔ ▔▔▔▔▔ ▔▔▔ ▔▔▔▔▔▔ ▔▔▔▔ ▔▔▔ ▔▔▔▔▔ ▔▔ ▔▔▔▔ ▔▔▔ ▔▔▔▔▔ ▔▔▔ ▔▔▔▔ ▔▔▔▔▔ ▔▔▔▔▔▔ ▔▔▔ ▔▔▔▔ ▔▔▔▔▔ ▔▔ ▔▔▔▔ ▔▔▔▔▔ ▔▔▔ ▔▔▔▔▔▔ ▔▔ ▔▔▔▔ ▔▔▔▔ ▔▔▔▔▔ ▔▔▔ ▔▔▔▔▔▔ ▔▔ ▔▔▔▔ ▔▔▔▔▔ ▔▔▔ ▔▔▔▔ ▔▔▔▔▔▔ ▔▔▔ ▔▔▔▔ ▔▔▔▔▔ ▔▔▔ ▔▔▔▔▔▔ ▔▔ ▔▔▔▔ ▔▔▔▔▔ ▔▔▔▔ ▔▔▔ ▔▔▔▔▔▔ ▔▔ ▔▔▔▔ ▔▔▔▔▔ ▔▔▔ ▔▔▔▔▔▔ ▔▔▔▔ ▔▔▔ ▔▔▔▔▔ ▔▔ ▔▔▔▔▔▔ ▔▔▔ ▔▔▔▔ ▔▔▔▔▔ ▔▔ ▔▔▔▔ ▔▔▔▔▔ ▔▔▔ ▔▔▔▔▔▔ ▔▔ ▔▔▔▔ ▔▔▔▔▔ ▔▔▔ ▔▔▔▔ ▔▔▔▔▔▔ ▔▔▔ ▔▔▔▔ ▔▔▔▔▔ ▔▔▔ ▔▔▔▔▔▔ ▔▔ ▔▔▔▔ ▔▔▔▔▔ ▔▔▔▔ ▔▔▔ ▔▔▔▔▔▔ ▔▔ ▔▔▔▔ ▔▔▔▔▔ ▔▔▔ ▔▔▔▔▔▔ ▔▔▔▔ ▔▔▔ ▔▔▔▔▔ ▔▔ ▔▔▔▔ ▔▔▔ ▔▔▔▔▔ ▔▔▔ ▔▔▔▔ ▔▔▔▔▔ ▔▔▔▔▔▔ ▔▔▔ ▔▔▔▔ ▔▔▔▔▔ ▔▔ ▔▔▔▔ ▔▔▔▔▔ ▔▔▔ ▔▔▔▔▔▔ ▔▔ ▔▔▔▔ ▔▔▔▔ ▔▔▔▔▔ ▔▔▔ ▔▔▔▔▔▔ ▔▔ ▔▔▔▔ ▔▔▔▔▔ ▔▔▔ ▔▔▔▔▔▔ ▔▔ ▔▔▔▔ ▔▔▔▔▔ ▔▔▔ ▔▔▔▔ ▔▔▔▔▔▔ ▔▔▔ ▔▔▔▔ ▔▔▔▔▔ ▔▔▔ ▔▔▔▔▔▔ ▔▔ ▔▔▔▔ ▔▔▔▔▔ ▔▔▔▔ ▔▔▔ ▔▔▔▔▔▔ [386, 164, 486, 320]
seuche-bottom-rule [136, 133, 380, 134]
columns-2-3 [136, 2, 380, 702]
map-credit: Zeichnung: SD Niedersachsen [136, 394, 189, 398]
blech-rule [260, 336, 380, 337]
map-infection-marker [171, 331, 181, 339]
column-4 [386, 2, 486, 702]
col4-headline-2: Der Vorbeuge Jungt — Die Ostmarkenkunst sein [399, 152, 473, 165]
weihnachtsfest-body-left: ▔▔▔▔▔ ▔▔▔ ▔▔▔▔▔▔ ▔▔ ▔▔▔▔ ▔▔▔▔▔ ▔▔▔ ▔▔▔▔ ▔▔▔▔▔▔ ▔▔▔ ▔▔▔▔ ▔▔▔▔▔ ▔▔▔ ▔▔▔▔▔▔ ▔▔ ▔▔▔▔ ▔▔▔▔▔ ▔▔▔▔ ▔▔▔ ▔▔▔▔▔▔ ▔▔ ▔▔▔▔ ▔▔▔▔▔ ▔▔▔ ▔▔▔▔▔▔ ▔▔▔▔ ▔▔▔ ▔▔▔▔▔ ▔▔ ▔▔▔▔▔▔ ▔▔▔ ▔▔▔▔ ▔▔▔▔▔ ▔▔ ▔▔▔▔ ▔▔▔▔▔ ▔▔▔ ▔▔▔▔▔▔ ▔▔ ▔▔▔▔ ▔▔▔▔▔ ▔▔▔ ▔▔▔▔ ▔▔▔▔▔▔ ▔▔▔ ▔▔▔▔ ▔▔▔▔▔ ▔▔▔ ▔▔▔▔▔▔ ▔▔ ▔▔▔▔ ▔▔▔▔▔ ▔▔▔▔ ▔▔▔ ▔▔▔▔▔▔ ▔▔ ▔▔▔▔ ▔▔▔▔▔ ▔▔▔ ▔▔▔▔▔▔ ▔▔▔▔ ▔▔▔ ▔▔▔▔▔ ▔▔ ▔▔▔▔ ▔▔▔ ▔▔▔▔▔ ▔▔▔ ▔▔▔▔ ▔▔▔▔▔ ▔▔▔▔▔▔ ▔▔▔ ▔▔▔▔ ▔▔▔▔▔ ▔▔ ▔▔▔▔ ▔▔▔▔▔ ▔▔▔ ▔▔▔▔▔▔ ▔▔ ▔▔▔▔ ▔▔▔▔ ▔▔▔▔▔ ▔▔▔ ▔▔▔▔▔▔ ▔▔ ▔▔▔▔ ▔▔▔▔▔ ▔▔▔ ▔▔▔▔▔▔ ▔▔ ▔▔▔▔ ▔▔▔▔▔ ▔▔▔ ▔▔▔▔ ▔▔▔▔▔▔ ▔▔▔ ▔▔▔▔ ▔▔▔▔▔ ▔▔▔ ▔▔▔▔▔▔ ▔▔ ▔▔▔▔ ▔▔▔▔▔ ▔▔▔▔ ▔▔▔ ▔▔▔▔▔▔ ▔▔▔▔ ▔▔▔▔▔ ▔▔▔ ▔▔▔▔▔▔ ▔▔ ▔▔▔▔ ▔▔▔▔▔ ▔▔▔ ▔▔▔▔ ▔▔▔▔▔▔ ▔▔▔ ▔▔▔▔ ▔▔▔▔▔ ▔▔▔ ▔▔▔▔▔▔ ▔▔ ▔▔▔▔ ▔▔▔▔▔ ▔▔▔▔ ▔▔▔ ▔▔▔▔▔▔ ▔▔ ▔▔▔▔ ▔▔▔▔▔ ▔▔▔ ▔▔▔▔▔▔ ▔▔▔▔ ▔▔▔ ▔▔▔▔▔ ▔▔ ▔▔▔▔▔▔ ▔▔▔ ▔▔▔▔ ▔▔▔▔▔ ▔▔ ▔▔▔▔ ▔▔▔▔▔ ▔▔▔ ▔▔▔▔▔▔ ▔▔ ▔▔▔▔ ▔▔▔▔▔ ▔▔▔ ▔▔▔▔ ▔▔▔▔▔▔ ▔▔▔ ▔▔▔▔ ▔▔▔▔▔ ▔▔▔ ▔▔▔▔▔▔ ▔▔ ▔▔▔▔ ▔▔▔▔▔ ▔▔▔▔ [136, 23, 256, 97]
newspaper-page [8, 2, 492, 702]
microfilm-label: 1918 [24, 697, 48, 707]
archive-stamp [384, 708, 444, 718]
seuche-map [136, 304, 260, 388]
blech-headline: Ausgleichszahlung auf fetten Blech [270, 340, 370, 347]
matter-body: ▔▔▔▔▔ ▔▔▔ ▔▔▔▔▔▔ ▔▔ ▔▔▔▔ ▔▔▔▔▔ ▔▔▔ ▔▔▔▔ ▔▔▔▔▔▔ ▔▔▔ ▔▔▔▔ ▔▔▔▔▔ ▔▔▔ ▔▔▔▔▔▔ ▔▔ ▔▔▔▔ ▔▔▔▔▔ ▔▔▔▔ ▔▔▔ ▔▔▔▔▔▔ ▔▔ ▔▔▔▔ ▔▔▔▔▔ ▔▔▔ ▔▔▔▔▔▔ ▔▔▔▔ ▔▔▔ ▔▔▔▔▔ ▔▔ ▔▔▔▔▔▔ ▔▔▔ ▔▔▔▔ ▔▔▔▔▔ ▔▔ ▔▔▔▔ ▔▔▔▔▔ ▔▔▔ ▔▔▔▔▔▔ ▔▔ ▔▔▔▔ ▔▔▔▔▔ ▔▔▔ ▔▔▔▔ ▔▔▔▔▔▔ ▔▔▔ ▔▔▔▔ ▔▔▔▔▔ ▔▔▔ ▔▔▔▔▔▔ ▔▔ ▔▔▔▔ ▔▔▔▔▔ ▔▔▔▔ ▔▔▔ ▔▔▔▔▔▔ ▔▔ ▔▔▔▔ ▔▔▔▔▔ ▔▔▔ ▔▔▔▔▔▔ ▔▔▔▔ ▔▔▔ ▔▔▔▔▔ ▔▔ [260, 304, 380, 334]
col4-headline-3: Landwirtschaft in Konnewerft [394, 359, 478, 366]
col1-headline: Blick über die Grenzen [35, 8, 127, 17]
